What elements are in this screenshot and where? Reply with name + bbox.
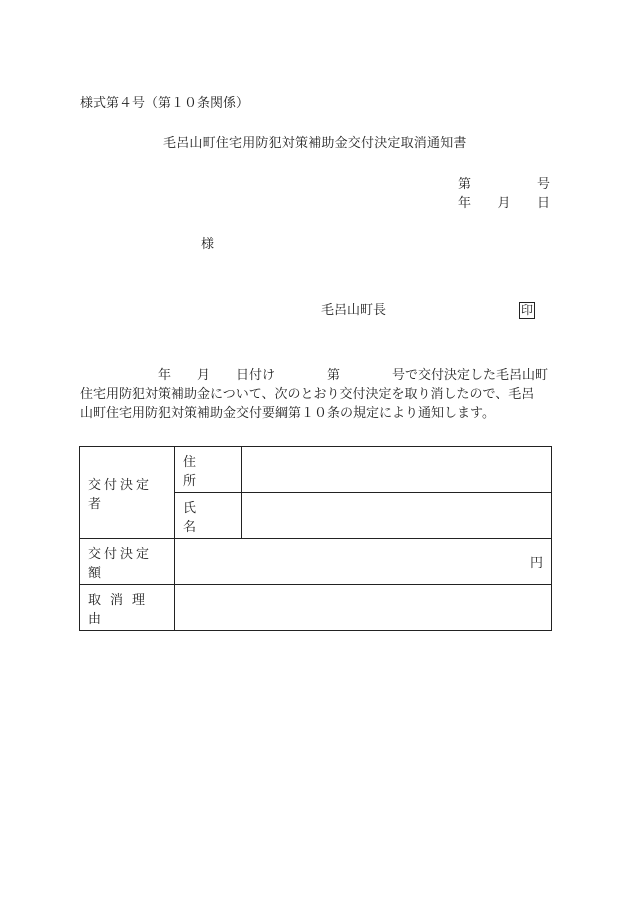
recipient-label: 交付決定者	[80, 447, 175, 539]
amount-label: 交付決定額	[80, 539, 175, 585]
notice-body-line-2: 住宅用防犯対策補助金について、次のとおり交付決定を取り消したので、毛呂	[80, 387, 535, 402]
date-month-label: 月	[497, 196, 511, 211]
addressee-suffix: 様	[201, 237, 215, 252]
date-year-label: 年	[458, 196, 472, 211]
reason-row	[80, 585, 552, 631]
name-field[interactable]	[242, 493, 552, 539]
notice-body-line-1: 年 月 日付け 第 号で交付決定した毛呂山町	[80, 368, 549, 383]
cancellation-form-table	[79, 446, 552, 631]
reason-label: 取消理由	[80, 585, 175, 631]
notice-body	[80, 366, 552, 423]
amount-field[interactable]	[175, 539, 552, 585]
form-number: 様式第４号（第１０条関係）	[80, 96, 250, 111]
page-title: 毛呂山町住宅用防犯対策補助金交付決定取消通知書	[163, 136, 467, 151]
address-label: 住 所	[175, 447, 242, 493]
date-day-label: 日	[536, 196, 550, 211]
issuer-title: 毛呂山町長	[321, 303, 387, 318]
name-label: 氏 名	[175, 493, 242, 539]
document-number-prefix: 第	[458, 177, 472, 192]
document-number-suffix: 号	[536, 177, 550, 192]
notice-body-line-3: 山町住宅用防犯対策補助金交付要綱第１０条の規定により通知します。	[80, 406, 495, 421]
amount-unit: 円	[529, 556, 543, 571]
seal-mark: 印	[521, 303, 534, 317]
reason-field[interactable]	[175, 585, 552, 631]
document-date	[458, 196, 550, 212]
document-number	[458, 177, 550, 193]
address-field[interactable]	[242, 447, 552, 493]
address-row	[80, 447, 552, 493]
amount-row	[80, 539, 552, 585]
